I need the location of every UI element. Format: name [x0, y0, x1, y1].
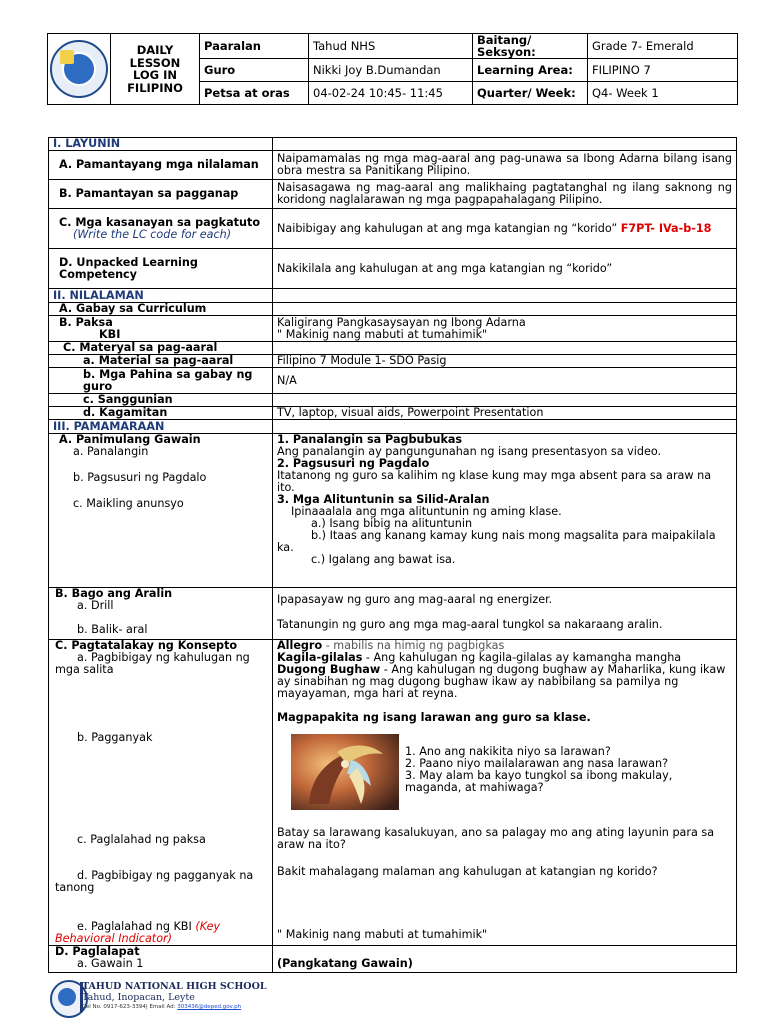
value-unpacked: Nakikilala ang kahulugan at ang mga katangian ng “korido” — [273, 249, 737, 289]
questions-list — [405, 746, 732, 794]
value-material-pag-aaral: Filipino 7 Module 1- SDO Pasig — [273, 355, 737, 368]
item-pagsusuri: b. Pagsusuri ng Pagdalo — [73, 471, 207, 484]
item-pagganyak-tanong: d. Pagbibigay ng pagganyak na tanong — [55, 869, 254, 894]
item-kahulugan: a. Pagbibigay ng kahulugan ng mga salita — [55, 651, 250, 676]
allegro-def: Allegro - mabilis na himig ng pagbigkas — [277, 639, 505, 652]
section-layunin: I. LAYUNIN — [49, 138, 273, 151]
kbi-title: KBI — [99, 327, 121, 341]
panalangin-text: Ang panalangin ay pangungunahan ng isang presentasyon sa video. — [277, 445, 662, 458]
label-material-pag-aaral: a. Material sa pag-aaral — [49, 355, 273, 368]
label-pagtatalakay — [49, 640, 273, 946]
label-sanggunian: c. Sanggunian — [49, 394, 273, 407]
kasanayan-title: C. Mga kasanayan sa pagkatuto — [59, 215, 261, 229]
pagtatalakay-title: C. Pagtatalakay ng Konsepto — [55, 639, 238, 652]
pagganyak-title: Magpapakita ng isang larawan ang guro sa klase. — [277, 711, 591, 724]
label-paaralan: Paaralan — [200, 34, 309, 59]
label-bago-aralin — [49, 588, 273, 640]
kbi-text: " Makinig nang mabuti at tumahimik" — [277, 327, 488, 341]
paglalahad-text: Batay sa larawang kasalukuyan, ano sa palagay mo ang ating layunin para sa araw na ito? — [277, 826, 715, 851]
panalangin-title: 1. Panalangin sa Pagbubukas — [277, 433, 463, 446]
item-pagganyak: b. Pagganyak — [77, 731, 153, 744]
gawain-1-text: (Pangkatang Gawain) — [277, 957, 413, 970]
pagdalo-title: 2. Pagsusuri ng Pagdalo — [277, 457, 430, 470]
value-paaralan: Tahud NHS — [309, 34, 473, 59]
value-pagtatalakay — [273, 640, 737, 946]
kagila-def: Kagila-gilalas - Ang kahulugan ng kagila-gilalas ay kamangha mangha — [277, 651, 682, 664]
value-quarter: Q4- Week 1 — [588, 82, 738, 105]
pagganyak-tanong-text: Bakit mahalagang malaman ang kahulugan at katangian ng korido? — [277, 865, 658, 878]
item-kbi — [55, 921, 268, 945]
question-2: 2. Paano niyo mailalarawan ang nasa larawan? — [405, 757, 669, 770]
lc-code: F7PT- IVa-b-18 — [620, 221, 712, 235]
value-baitang: Grade 7- Emerald — [588, 34, 738, 59]
footer-email-link[interactable]: 303436@deped.gov.ph — [177, 1004, 242, 1010]
footer-contact — [82, 1004, 241, 1010]
label-materyal: C. Materyal sa pag-aaral — [49, 342, 273, 355]
value-panimulang-gawain — [273, 434, 737, 588]
item-paglalahad-paksa: c. Paglalahad ng paksa — [77, 833, 206, 846]
logo-cell — [48, 34, 111, 105]
drill-text: Ipapasayaw ng guro ang mag-aaral ng energizer. — [277, 593, 553, 606]
lc-code-note: (Write the LC code for each) — [73, 227, 232, 241]
question-3: 3. May alam ba kayo tungkol sa ibong makulay, maganda, at mahiwaga? — [405, 769, 673, 794]
label-gabay-curriculum: A. Gabay sa Curriculum — [49, 303, 273, 316]
label-guro: Guro — [200, 59, 309, 82]
label-baitang: Baitang/ Seksyon: — [473, 34, 588, 59]
item-gawain-1: a. Gawain 1 — [77, 957, 144, 970]
alituntunin-title: 3. Mga Alituntunin sa Silid-Aralan — [277, 493, 490, 506]
pagdalo-text: Itatanong ng guro sa kalihim ng klase kung may mga absent para sa araw na ito. — [277, 469, 712, 494]
value-paksa — [273, 316, 737, 342]
lesson-table — [48, 137, 737, 973]
dll-title: DAILY LESSON LOG IN FILIPINO — [111, 34, 200, 105]
paksa-text: Kaligirang Pangkasaysayan ng Ibong Adarna — [277, 315, 526, 329]
label-panimulang-gawain — [49, 434, 273, 588]
kbi-note: (Key Behavioral Indicator) — [55, 920, 221, 945]
value-pahina: N/A — [273, 368, 737, 394]
label-kagamitan: d. Kagamitan — [49, 407, 273, 420]
label-pahina: b. Mga Pahina sa gabay ng guro — [49, 368, 273, 394]
label-learning-area: Learning Area: — [473, 59, 588, 82]
school-seal-icon — [50, 40, 108, 98]
label-paglalapat — [49, 946, 273, 973]
question-1: 1. Ano ang nakikita niyo sa larawan? — [405, 745, 611, 758]
header — [47, 33, 738, 105]
bago-title: B. Bago ang Aralin — [55, 587, 173, 600]
paglalapat-title: D. Paglalapat — [55, 945, 140, 958]
value-pamantayan-pagganap: Naisasagawa ng mag-aaral ang malikhaing pagtatanghal ng ilang saknong ng koridong naglalarawan ng mga pagpapahalagang Pilipino. — [273, 180, 737, 209]
kasanayan-text: Naibibigay ang kahulugan at ang mga katangian ng “korido” — [277, 221, 618, 235]
label-paksa — [49, 316, 273, 342]
value-paglalapat — [273, 946, 737, 973]
section-nilalaman: II. NILALAMAN — [49, 289, 273, 303]
label-pamantayan-pagganap: B. Pamantayan sa pagganap — [49, 180, 273, 209]
value-kasanayan — [273, 209, 737, 249]
balik-text: Tatanungin ng guro ang mga mag-aaral tungkol sa nakaraang aralin. — [277, 618, 663, 631]
item-balik-aral: b. Balik- aral — [77, 623, 148, 636]
footer — [50, 982, 350, 1018]
label-pamantayang-nilalaman: A. Pamantayang mga nilalaman — [49, 151, 273, 180]
rule-2: b.) Itaas ang kanang kamay kung nais mong magsalita para maipakilala ka. — [277, 529, 716, 554]
label-kasanayan — [49, 209, 273, 249]
footer-school-name: TAHUD NATIONAL HIGH SCHOOL — [82, 981, 267, 992]
value-guro: Nikki Joy B.Dumandan — [309, 59, 473, 82]
label-quarter: Quarter/ Week: — [473, 82, 588, 105]
item-panalangin: a. Panalangin — [73, 445, 149, 458]
paksa-title: B. Paksa — [59, 315, 113, 329]
footer-contact-text: Cel No. 0917-623-3394| Email Ad: — [82, 1004, 178, 1010]
kbi-item-label: e. Paglalahad ng KBI — [77, 920, 192, 933]
panimulang-title: A. Panimulang Gawain — [59, 433, 201, 446]
value-petsa: 04-02-24 10:45- 11:45 — [309, 82, 473, 105]
adarna-bird-image — [291, 734, 399, 810]
rule-1: a.) Isang bibig na alituntunin — [311, 517, 473, 530]
label-unpacked: D. Unpacked Learning Competency — [49, 249, 273, 289]
item-drill: a. Drill — [77, 599, 114, 612]
kbi-text-value: " Makinig nang mabuti at tumahimik" — [277, 928, 488, 941]
dugong-def: Dugong Bughaw - Ang kahulugan ng dugong bughaw ay Maharlika, kung ikaw ay sinabihan ng mag dugong bughaw ikaw ay nabibilang sa pamilya ng mayayaman, mga hari at reyna. — [277, 663, 726, 700]
value-kagamitan: TV, laptop, visual aids, Powerpoint Presentation — [273, 407, 737, 420]
label-petsa: Petsa at oras — [200, 82, 309, 105]
footer-address: Tahud, Inopacan, Leyte — [82, 992, 195, 1003]
item-anunsyo: c. Maikling anunsyo — [73, 497, 184, 510]
section-pamamaraan: III. PAMAMARAAN — [49, 420, 273, 434]
rule-3: c.) Igalang ang bawat isa. — [311, 553, 456, 566]
value-pamantayang-nilalaman: Naipamamalas ng mga mag-aaral ang pag-unawa sa Ibong Adarna bilang isang obra mestra sa Panitikang Pilipino. — [273, 151, 737, 180]
alituntunin-text: Ipinaaalala ang mga alituntunin ng aming klase. — [291, 505, 562, 518]
value-learning-area: FILIPINO 7 — [588, 59, 738, 82]
value-bago-aralin — [273, 588, 737, 640]
